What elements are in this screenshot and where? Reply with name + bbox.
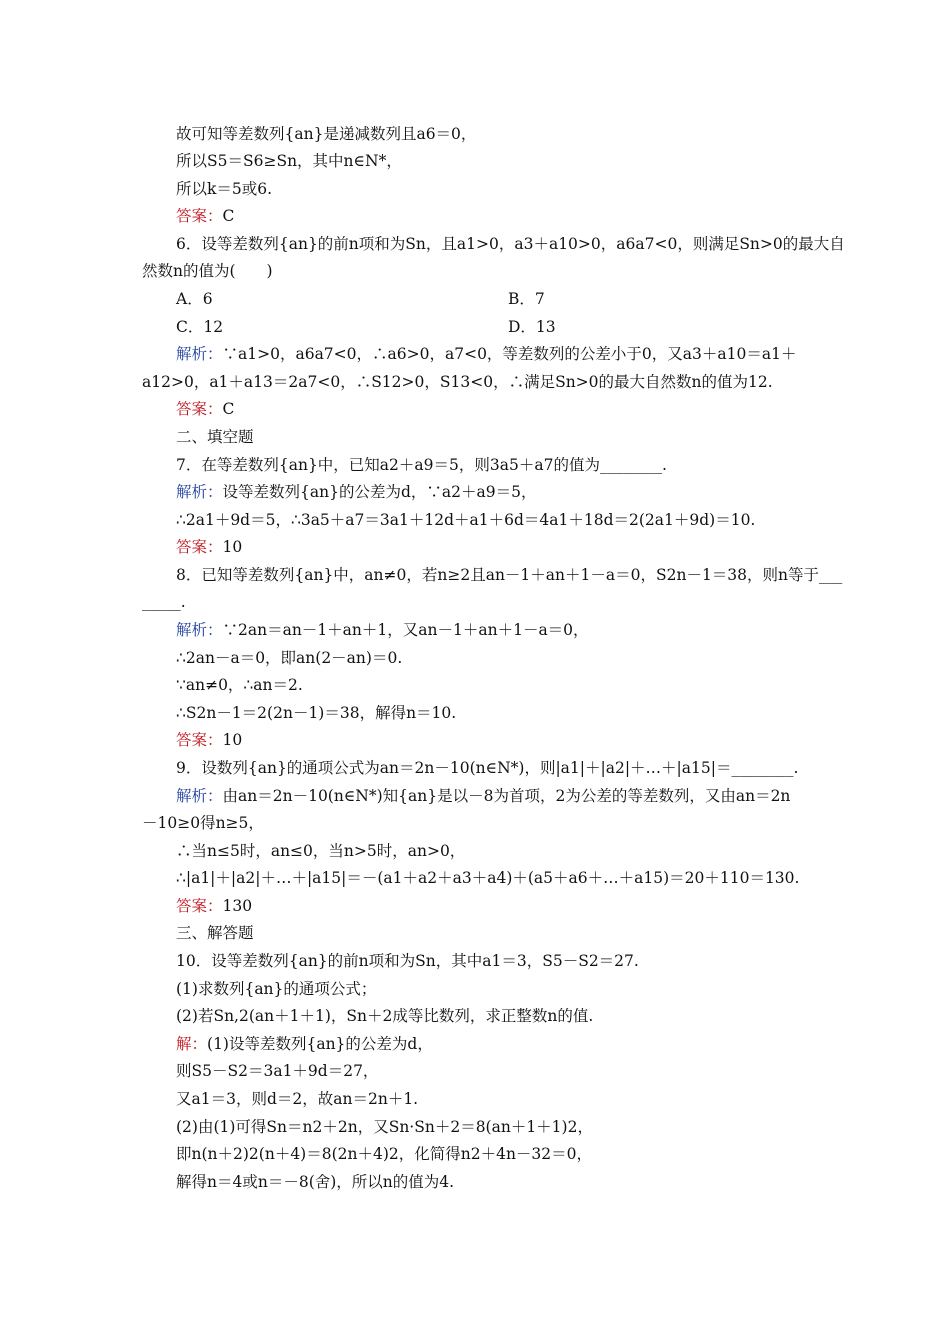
text-line	[176, 179, 272, 199]
analysis-line	[176, 482, 536, 502]
answer-line	[176, 537, 242, 557]
line-text: ∴2an－a＝0，即an(2－an)＝0.	[176, 649, 403, 667]
line-text: ∴2a1＋9d＝5，∴3a5＋a7＝3a1＋12d＋a1＋6d＝4a1＋18d＝2(2a1＋9d)＝10.	[176, 511, 756, 529]
line-text: D．13	[508, 318, 556, 336]
answer-label: 答案：	[176, 731, 223, 749]
answer-label: 答案：	[176, 897, 223, 915]
line-text: C	[222, 207, 235, 225]
line-text: ∴|a1|＋|a2|＋…＋|a15|＝－(a1＋a2＋a3＋a4)＋(a5＋a6＋…＋a15)＝20＋110＝130.	[176, 869, 800, 887]
text-line	[142, 813, 264, 833]
line-text: 三、解答题	[176, 924, 254, 942]
line-text: B．7	[508, 290, 545, 308]
line-text: ∵2an＝an－1＋an＋1，又an－1＋an＋1－a＝0，	[222, 621, 589, 639]
text-line	[176, 1144, 592, 1164]
line-text: 130	[222, 897, 253, 915]
option-b	[508, 289, 545, 309]
text-line	[142, 372, 773, 392]
line-text: a12>0，a1＋a13＝2a7<0，∴S12>0，S13<0，∴满足Sn>0的最大自然数n的值为12.	[142, 373, 773, 391]
question-line	[176, 565, 842, 585]
line-text: 所以S5＝S6≥Sn，其中n∈N*，	[176, 152, 402, 170]
option-d	[508, 317, 556, 337]
text-line	[176, 1117, 593, 1137]
text-line	[176, 1006, 593, 1026]
analysis-label: 解析：	[176, 483, 223, 501]
analysis-label: 解析：	[176, 621, 223, 639]
answer-line	[176, 730, 242, 750]
text-line	[176, 675, 303, 695]
answer-line	[176, 206, 234, 226]
analysis-label: 解析：	[176, 345, 223, 363]
text-line	[176, 841, 465, 861]
line-text: (1)设等差数列{an}的公差为d，	[207, 1035, 433, 1053]
text-line	[176, 1089, 418, 1109]
question-line	[142, 261, 273, 281]
text-line	[176, 868, 799, 888]
line-text: 然数n的值为( )	[142, 262, 273, 280]
question-line	[176, 234, 845, 254]
analysis-line	[176, 344, 796, 364]
line-text: (1)求数列{an}的通项公式；	[176, 980, 377, 998]
text-line	[142, 592, 186, 612]
line-text: 即n(n＋2)2(n＋4)＝8(2n＋4)2，化简得n2＋4n－32＝0，	[176, 1145, 593, 1163]
line-text: _____.	[142, 593, 186, 611]
text-line	[176, 703, 456, 723]
answer-label: 答案：	[176, 538, 223, 556]
option-a	[176, 289, 213, 309]
answer-line	[176, 399, 234, 419]
line-text: 6．设等差数列{an}的前n项和为Sn，且a1>0，a3＋a10>0，a6a7<0，则满足Sn>0的最大自	[176, 235, 845, 253]
solution-label: 解：	[176, 1035, 208, 1053]
line-text: 则S5－S2＝3a1＋9d＝27，	[176, 1062, 379, 1080]
line-text: A．6	[176, 290, 213, 308]
analysis-line	[176, 786, 790, 806]
answer-label: 答案：	[176, 207, 223, 225]
question-line	[176, 455, 667, 475]
text-line	[176, 1172, 454, 1192]
text-line	[176, 151, 402, 171]
solution-line	[176, 1034, 433, 1054]
analysis-label: 解析：	[176, 787, 223, 805]
text-line	[176, 1061, 378, 1081]
text-line	[176, 648, 402, 668]
line-text: 故可知等差数列{an}是递减数列且a6＝0，	[176, 125, 477, 143]
text-line	[176, 510, 755, 530]
line-text: 又a1＝3，则d＝2，故an＝2n＋1.	[176, 1090, 419, 1108]
answer-line	[176, 896, 252, 916]
line-text: －10≥0得n≥5，	[142, 814, 264, 832]
option-c	[176, 317, 223, 337]
line-text: 由an＝2n－10(n∈N*)知{an}是以－8为首项，2为公差的等差数列，又由an＝2n	[222, 787, 791, 805]
text-line	[176, 979, 376, 999]
line-text: ∵an≠0，∴an＝2.	[176, 676, 303, 694]
line-text: C．12	[176, 318, 224, 336]
line-text: ∴当n≤5时，an≤0，当n>5时，an>0，	[176, 842, 466, 860]
line-text: 二、填空题	[176, 428, 254, 446]
section-heading	[176, 427, 254, 447]
line-text: 所以k＝5或6.	[176, 180, 273, 198]
line-text: 10	[222, 731, 243, 749]
line-text: 10．设等差数列{an}的前n项和为Sn，其中a1＝3，S5－S2＝27.	[176, 952, 639, 970]
question-line	[176, 951, 639, 971]
question-line	[176, 758, 798, 778]
line-text: 解得n＝4或n＝－8(舍)，所以n的值为4.	[176, 1173, 455, 1191]
analysis-line	[176, 620, 589, 640]
line-text: C	[222, 400, 235, 418]
line-text: (2)由(1)可得Sn＝n2＋2n，又Sn·Sn＋2＝8(an＋1＋1)2，	[176, 1118, 593, 1136]
line-text: 7．在等差数列{an}中，已知a2＋a9＝5，则3a5＋a7的值为________.	[176, 456, 667, 474]
text-line	[176, 124, 476, 144]
line-text: 9．设数列{an}的通项公式为an＝2n－10(n∈N*)，则|a1|＋|a2|＋…＋|a15|＝________.	[176, 759, 799, 777]
line-text: 设等差数列{an}的公差为d，∵a2＋a9＝5，	[222, 483, 537, 501]
line-text: ∴S2n－1＝2(2n－1)＝38，解得n＝10.	[176, 704, 457, 722]
section-heading	[176, 923, 254, 943]
answer-label: 答案：	[176, 400, 223, 418]
line-text: ∵a1>0，a6a7<0，∴a6>0，a7<0，等差数列的公差小于0，又a3＋a10＝a1＋	[222, 345, 797, 363]
line-text: 10	[222, 538, 243, 556]
line-text: (2)若Sn,2(an＋1＋1)，Sn＋2成等比数列，求正整数n的值.	[176, 1007, 594, 1025]
line-text: 8．已知等差数列{an}中，an≠0，若n≥2且an－1＋an＋1－a＝0，S2n－1＝38，则n等于___	[176, 566, 843, 584]
